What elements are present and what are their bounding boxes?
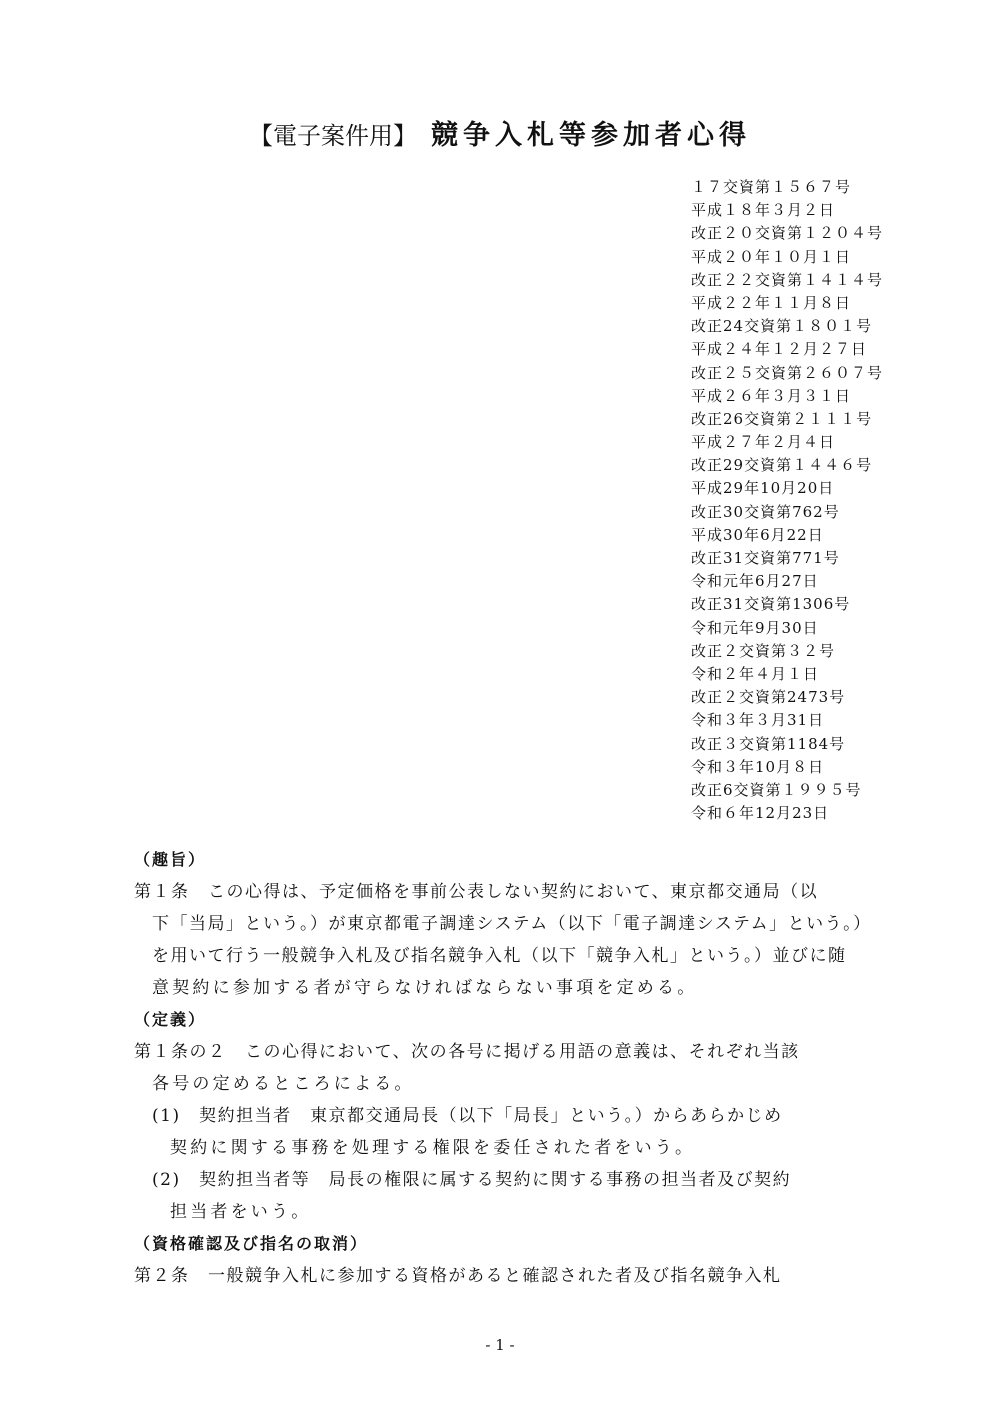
definition-item-1: 契約に関する事務を処理する権限を委任された者をいう。 xyxy=(170,1138,696,1158)
revision-entry: 改正6交資第１９９５号 xyxy=(691,780,862,799)
section-heading-definitions: （定義） xyxy=(134,1010,207,1029)
revision-entry: 改正２５交資第２６０７号 xyxy=(691,363,884,382)
title-prefix: 【電子案件用】 xyxy=(249,122,417,150)
definition-item-1: (1) 契約担当者 東京都交通局長（以下「局長」という。）からあらかじめ xyxy=(152,1106,783,1126)
revision-entry: 令和３年10月８日 xyxy=(691,757,825,776)
revision-entry: 平成２６年３月３１日 xyxy=(691,386,852,405)
revision-entry: 平成29年10月20日 xyxy=(691,479,835,498)
revision-entry: 改正２２交資第１４１４号 xyxy=(691,270,884,289)
page-number: - 1 - xyxy=(485,1336,515,1354)
definition-item-2: (2) 契約担当者等 局長の権限に属する契約に関する事務の担当者及び契約 xyxy=(152,1170,792,1190)
revision-entry: 平成２０年１０月１日 xyxy=(691,247,852,266)
revision-entry: 改正24交資第１８０１号 xyxy=(691,317,873,336)
revision-entry: 平成２２年１１月８日 xyxy=(691,293,852,312)
article-2-text: 第２条 一般競争入札に参加する資格があると確認された者及び指名競争入札 xyxy=(134,1266,782,1286)
revision-entry: 改正３交資第1184号 xyxy=(691,734,846,753)
revision-entry: 令和２年４月１日 xyxy=(691,664,820,683)
revision-entry: 令和元年9月30日 xyxy=(691,618,819,637)
revision-entry: 改正30交資第762号 xyxy=(691,502,840,521)
document-body xyxy=(134,844,874,1292)
revision-history xyxy=(691,176,884,825)
revision-entry: 平成２７年２月４日 xyxy=(691,433,836,452)
section-heading-qualification: （資格確認及び指名の取消） xyxy=(134,1234,369,1253)
definition-item-2: 担当者をいう。 xyxy=(170,1202,312,1222)
document-title xyxy=(0,116,1000,156)
article-1-text: を用いて行う一般競争入札及び指名競争入札（以下「競争入札」という。）並びに随 xyxy=(152,946,847,966)
revision-entry: １７交資第１５６７号 xyxy=(691,178,852,196)
revision-entry: 改正26交資第２１１１号 xyxy=(691,409,873,428)
revision-entry: 令和３年３月31日 xyxy=(691,711,825,730)
revision-entry: 平成30年6月22日 xyxy=(691,525,824,544)
revision-entry: 改正29交資第１４４６号 xyxy=(691,456,873,475)
revision-entry: 令和６年12月23日 xyxy=(691,804,830,823)
article-1-2-text: 各号の定めるところによる。 xyxy=(152,1074,415,1094)
title-main: 競争入札等参加者心得 xyxy=(431,120,751,151)
revision-entry: 令和元年6月27日 xyxy=(691,572,819,591)
revision-entry: 改正２０交資第１２０４号 xyxy=(691,224,884,243)
revision-entry: 改正31交資第1306号 xyxy=(691,595,851,614)
revision-entry: 平成２４年１２月２７日 xyxy=(691,340,868,359)
article-1-text: 第１条 この心得は、予定価格を事前公表しない契約において、東京都交通局（以 xyxy=(134,882,819,902)
revision-entry: 改正２交資第2473号 xyxy=(691,688,846,707)
revision-entry: 改正２交資第３２号 xyxy=(691,641,836,660)
article-1-text: 下「当局」という。）が東京都電子調達システム（以下「電子調達システム」という。） xyxy=(152,914,872,934)
revision-entry: 改正31交資第771号 xyxy=(691,549,840,567)
revision-entry: 平成１８年３月２日 xyxy=(691,201,836,220)
article-1-2-text: 第１条の２ この心得において、次の各号に掲げる用語の意義は、それぞれ当該 xyxy=(134,1042,800,1062)
section-heading-purpose: （趣旨） xyxy=(134,850,207,869)
article-1-text: 意契約に参加する者が守らなければならない事項を定める。 xyxy=(152,978,698,998)
